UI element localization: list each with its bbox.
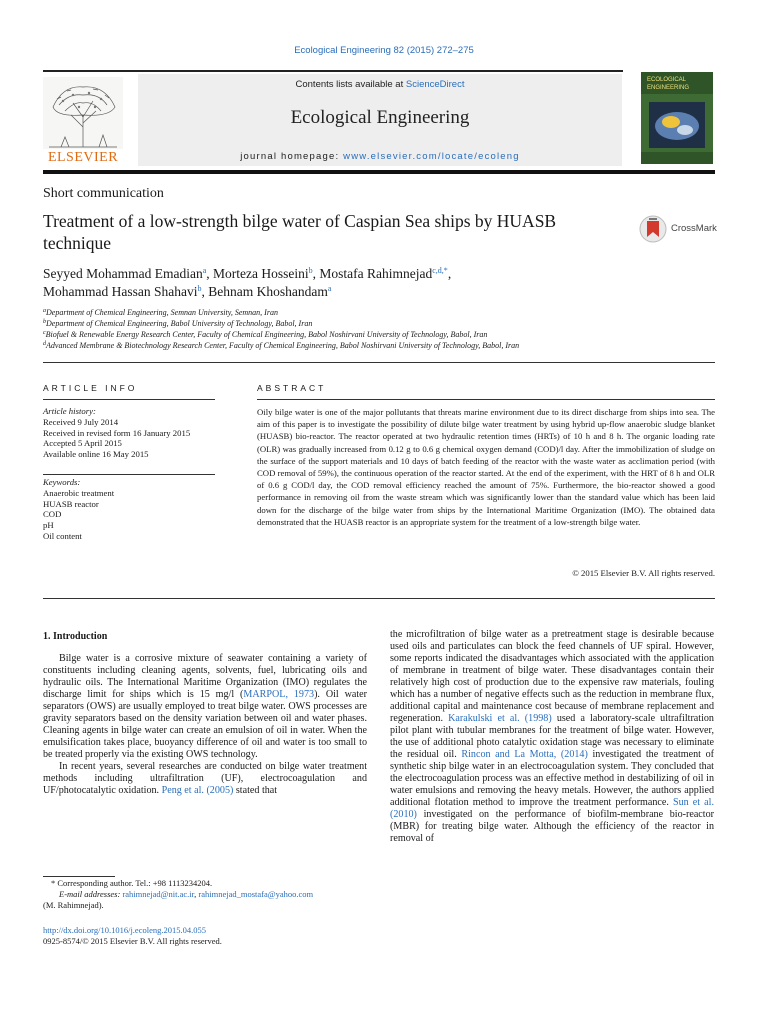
keyword-item: HUASB reactor: [43, 498, 99, 509]
author-affil-mark[interactable]: a: [202, 266, 207, 275]
author-list: [43, 265, 723, 301]
author-name[interactable]: Mohammad Hassan Shahavi: [43, 284, 198, 299]
affiliation-item: [43, 340, 733, 351]
email-separator: ,: [194, 889, 199, 899]
contents-line: [138, 79, 622, 90]
reference-link[interactable]: Sun et al. (2010): [390, 797, 714, 820]
abstract-heading: ABSTRACT: [257, 383, 327, 393]
affiliation-item: [43, 307, 733, 318]
affiliation-mark: d: [43, 341, 46, 347]
divider: [43, 362, 715, 363]
email-note: [43, 889, 373, 900]
section-heading-introduction: 1. Introduction: [43, 631, 108, 642]
article-history: [43, 406, 218, 460]
elsevier-logo: [43, 77, 123, 165]
author-separator: ,: [206, 266, 214, 281]
body-paragraph: [43, 761, 367, 797]
author-affil-mark[interactable]: c,d,*: [432, 266, 448, 275]
journal-name: Ecological Engineering: [290, 107, 470, 128]
article-type: Short communication: [43, 186, 164, 201]
abstract-text: Oily bilge water is one of the major pollutants that threats marine environment due to its direct discharge from ships into sea. The aim of this paper is to investigate the possibility of dilute bilge water treatment by using hybrid up-flow anaerobic sludge blanket (HUASB) bio-reactor. The reactor operated at two hydraulic retention times (HRTs) of 10 h and 8 h. The organic loading rate (OLR) was gradually increased from 0.12 g to 0.6 g chemical oxygen demand (COD)/l day. After the immobilization of sludge on the surface of the support materials and 10 days of batch feeding of the reactor with the waste water as acclimation period (with COD removal of 59%), the continuous operation of the reactor started. At the end of the experiment, with the HRT of 8 h and OLR of 0.6 g COD/l day, the COD removal efficiency reached the amount of 75%. Furthermore, the bio-reactor showed a good performance in removing oil from the waste stream which was significantly lower than the standard value which has been laid down for the discharge of the bilge water from ships by the International Maritime Organization (IMO). The obtained data demonstrated that the HUASB reactor is an appropriate system for the treatment of a low-strength bilge water.: [257, 407, 715, 527]
header-top-rule: [43, 70, 623, 72]
keyword-item: pH: [43, 520, 54, 531]
reference-link[interactable]: Rincon and La Motta, (2014): [461, 749, 588, 760]
cover-art: [641, 72, 713, 164]
elsevier-tree-icon: [43, 77, 123, 149]
header-bottom-rule: [43, 170, 715, 174]
author-separator: ,: [201, 284, 209, 299]
reference-link[interactable]: MARPOL, 1973: [243, 689, 315, 700]
footnotes: [43, 878, 373, 911]
paragraph-text: Bilge water is a corrosive mixture of seawater containing a variety of constituents including cleaning agents, solvents, fuel, lubricating oils and hydraulic oils. The International Maritime Organization (IMO) regulates the discharge limit for ships which is 15 mg/l (: [43, 653, 367, 700]
author-separator: ,: [312, 266, 320, 281]
author-name[interactable]: Mostafa Rahimnejad: [319, 266, 433, 281]
journal-citation[interactable]: Ecological Engineering 82 (2015) 272–275: [294, 45, 474, 56]
affiliation-item: [43, 318, 733, 329]
paragraph-text: stated that: [233, 785, 278, 796]
doi-link[interactable]: http://dx.doi.org/10.1016/j.ecoleng.2015.04.055: [43, 925, 206, 935]
journal-homepage-line: [138, 151, 622, 162]
author-affil-mark[interactable]: b: [308, 266, 313, 275]
body-paragraph: [43, 653, 367, 761]
keyword-item: Anaerobic treatment: [43, 487, 115, 498]
paragraph-text: investigated on the performance of biofilm-membrane bio-reactor (MBR) for treating bilge water. Although the efficiency of the reactor in removal of: [390, 809, 714, 844]
divider: [43, 598, 715, 599]
affiliation-text: Department of Chemical Engineering, Babol University of Technology, Babol, Iran: [46, 319, 313, 328]
keywords: [43, 477, 218, 542]
email-link[interactable]: rahimnejad_mostafa@yahoo.com: [198, 889, 314, 899]
history-item: Accepted 5 April 2015: [43, 438, 122, 449]
author-name[interactable]: Seyyed Mohammad Emadian: [43, 266, 203, 281]
email-owner: (M. Rahimnejad).: [43, 900, 104, 910]
crossmark-icon: [639, 213, 667, 245]
divider: [257, 399, 715, 400]
footnote-divider: [43, 876, 115, 877]
corresponding-author-note: * Corresponding author. Tel.: +98 1113234204.: [51, 878, 213, 888]
history-item: Received in revised form 16 January 2015: [43, 427, 191, 438]
article-title: Treatment of a low-strength bilge water of Caspian Sea ships by HUASB technique: [43, 211, 557, 253]
email-label: E-mail addresses:: [59, 889, 123, 899]
author-affil-mark[interactable]: b: [197, 284, 202, 293]
author-separator: ,: [447, 266, 452, 281]
elsevier-wordmark: ELSEVIER: [47, 150, 119, 165]
reference-link[interactable]: Karakulski et al. (1998): [448, 713, 552, 724]
issn-line: 0925-8574/© 2015 Elsevier B.V. All rights reserved.: [43, 936, 222, 946]
homepage-prefix: journal homepage:: [240, 151, 344, 162]
doi-block: [43, 925, 373, 947]
history-item: Available online 16 May 2015: [43, 449, 149, 460]
keywords-label: Keywords:: [43, 477, 81, 487]
divider: [43, 399, 215, 400]
paragraph-text: ). Oil water separators (OWS) are usually employed to treat bilge water. OWS processes are gravity separators based on the density variation between oil and water phases. Cleaning agents in bilge water can create an emulsion of oil in water. When the emulsification takes place, buoyancy difference of oil and water is too small to be treated properly via the existing OWS technology.: [43, 689, 367, 760]
paragraph-text: investigated the treatment of synthetic ship bilge water in an electrocoagulation system. They concluded that the electrocoagulation process was an effective method in destabilizing of oil in water emulsions and removing the heavy metals. However, the authors applied additional flotation method to improve the treatment performance.: [390, 749, 714, 808]
keyword-item: COD: [43, 509, 62, 520]
email-link[interactable]: rahimnejad@nit.ac.ir: [122, 889, 195, 899]
keyword-item: Oil content: [43, 530, 82, 541]
affiliation-list: [43, 307, 733, 351]
reference-link[interactable]: Peng et al. (2005): [161, 785, 234, 796]
journal-cover-image[interactable]: [641, 72, 713, 164]
contents-prefix: Contents lists available at: [295, 79, 406, 90]
paragraph-text: In recent years, several researches are conducted on bilge water treatment methods including ultrafiltration (UF), electrocoagulation and UF/photocatalytic oxidation.: [43, 761, 367, 796]
affiliation-mark: a: [43, 308, 46, 314]
author-name[interactable]: Morteza Hosseini: [213, 266, 309, 281]
affiliation-item: [43, 329, 733, 340]
history-item: Received 9 July 2014: [43, 416, 119, 427]
author-name[interactable]: Behnam Khoshandam: [208, 284, 328, 299]
crossmark-label: CrossMark: [671, 223, 717, 234]
history-label: Article history:: [43, 406, 96, 416]
affiliation-mark: b: [43, 319, 46, 325]
article-info-heading: ARTICLE INFO: [43, 383, 138, 393]
author-affil-mark[interactable]: a: [327, 284, 332, 293]
body-column-right: [390, 629, 714, 845]
journal-header-band: [138, 74, 622, 166]
divider: [43, 474, 215, 475]
paragraph-text: the microfiltration of bilge water as a pretreatment stage is desirable because used oils and particulates can block the feed channels of UF spiral. However, some reports indicated the disadvantages which associated with the application of membrane in treatment of bilge water. These disadvantages contain their relatively high cost of production due to the expensive raw materials, fouling which has a number of negative effects such as the reduction in membrane flux, additional capital and maintenance cost because of membrane replacement and regeneration.: [390, 629, 714, 724]
cover-title-line-2: ENGINEERING: [647, 85, 690, 91]
sciencedirect-link[interactable]: ScienceDirect: [405, 79, 465, 90]
affiliation-mark: c: [43, 330, 46, 336]
affiliation-text: Advanced Membrane & Biotechnology Research Center, Faculty of Chemical Engineering, Babol Noshirvani University of Technology, Babol, Iran: [46, 341, 520, 350]
body-column-left: [43, 629, 367, 797]
crossmark-badge[interactable]: [639, 213, 719, 245]
abstract-copyright: © 2015 Elsevier B.V. All rights reserved.: [572, 568, 715, 578]
cover-title-line-1: ECOLOGICAL: [647, 77, 687, 83]
affiliation-text: Biofuel & Renewable Energy Research Center, Faculty of Chemical Engineering, Babol Noshirvani University of Technology, Babol, Iran: [45, 330, 488, 339]
journal-homepage-link[interactable]: www.elsevier.com/locate/ecoleng: [343, 151, 520, 162]
affiliation-text: Department of Chemical Engineering, Semnan University, Semnan, Iran: [46, 308, 278, 317]
paragraph-text: used a laboratory-scale ultrafiltration pilot plant with tubular membranes for the treatment of bilge water. However, the use of additional photo catalytic oxidation stage was necessary to eliminate the residual oil.: [390, 713, 714, 760]
